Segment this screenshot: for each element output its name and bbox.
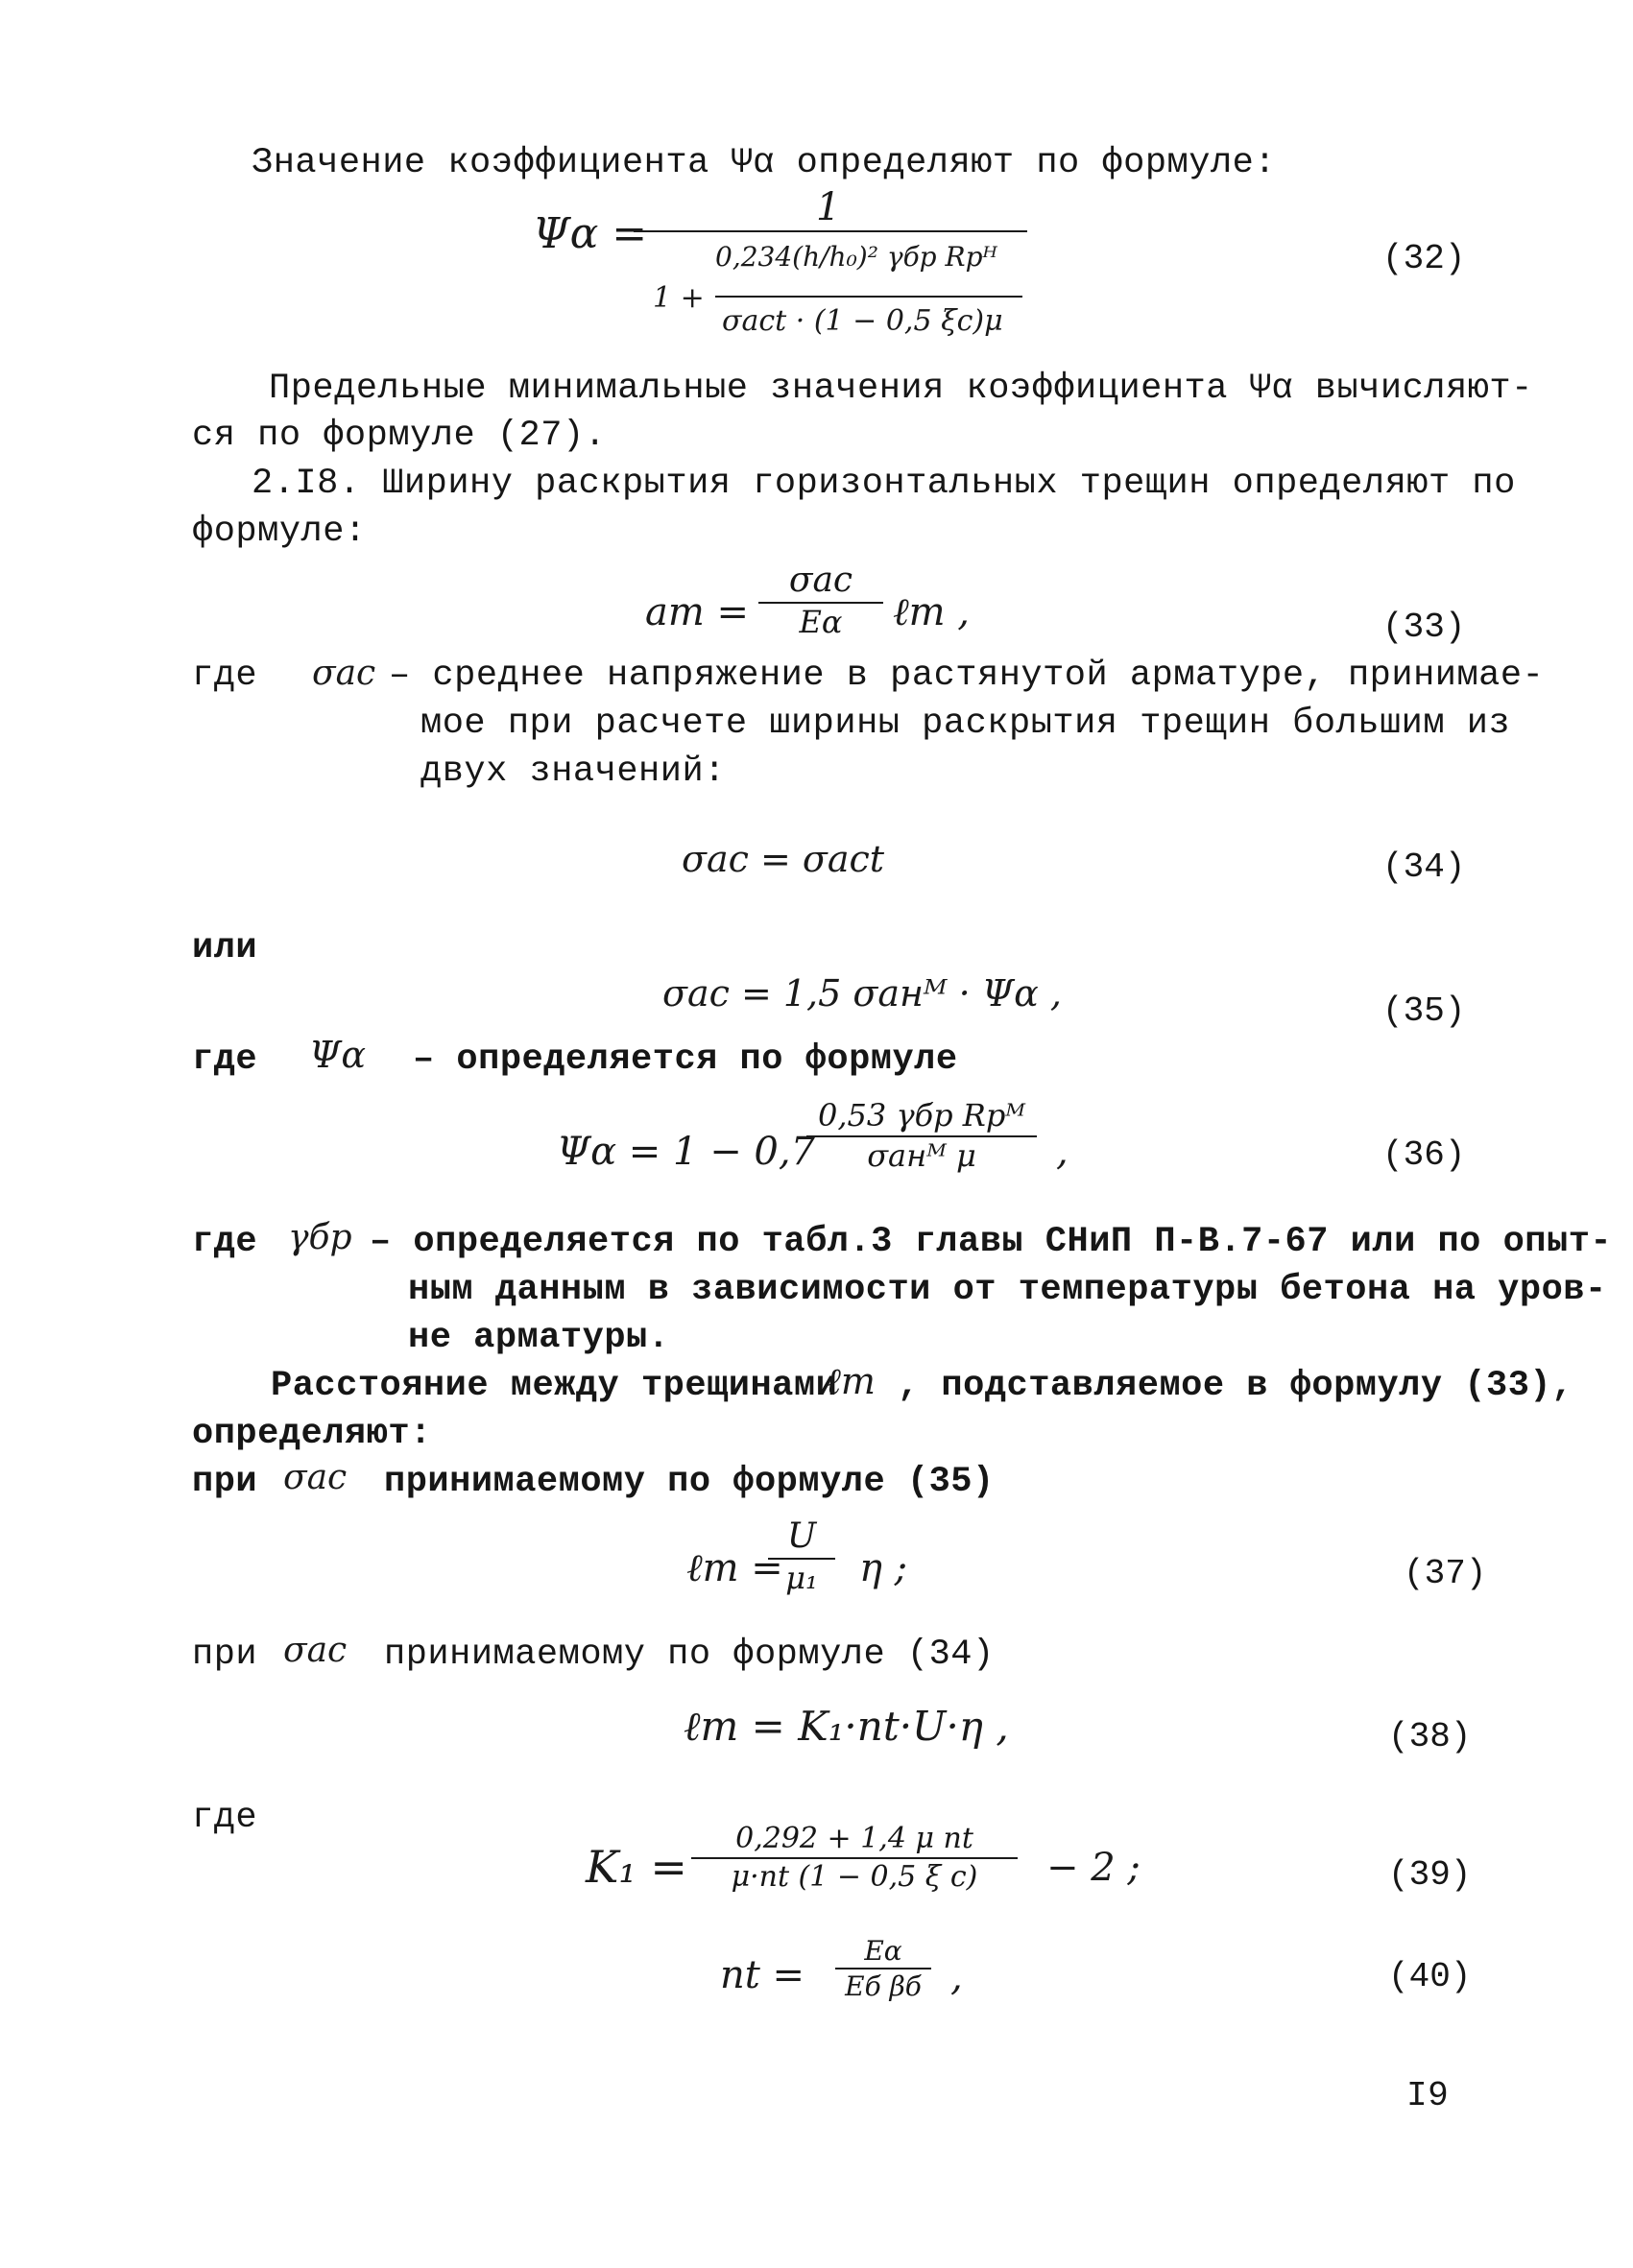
formula-39-lhs: K₁ = xyxy=(586,1841,687,1893)
text-line: , подставляемое в формулу (33), xyxy=(898,1366,1573,1406)
formula-40-tail: , xyxy=(950,1955,963,1999)
equation-number: (37) xyxy=(1404,1554,1487,1593)
equation-number: (40) xyxy=(1388,1957,1472,1996)
formula-36-lhs: Ψα = 1 − 0,7 xyxy=(557,1130,816,1174)
symbol: σac xyxy=(283,1631,348,1670)
symbol: σac xyxy=(312,654,376,693)
formula-37-numerator: U xyxy=(786,1516,817,1556)
formula-36-fraction xyxy=(806,1097,1037,1174)
text-line: принимаемому по формуле (34) xyxy=(384,1635,995,1675)
equation-number: (33) xyxy=(1382,608,1466,647)
text-line: ным данным в зависимости от температуры бетона на уров- xyxy=(408,1270,1607,1310)
fraction-bar xyxy=(691,1857,1018,1859)
text-line: принимаемому по формуле (35) xyxy=(384,1462,995,1502)
formula-33-tail: ℓт , xyxy=(893,590,971,634)
formula-40-numerator: Eα xyxy=(864,1935,902,1967)
text-line: формуле: xyxy=(192,512,367,552)
text-line: – определяется по табл.3 главы СНиП П-В.7-67 или по опыт- xyxy=(370,1222,1613,1262)
formula-32-one-plus: 1 + xyxy=(653,281,705,315)
formula-36-tail: , xyxy=(1056,1130,1069,1174)
equation-number: (32) xyxy=(1382,239,1466,278)
text-line: Расстояние между трещинами xyxy=(271,1366,838,1406)
formula-36-denominator: σанᴹ μ xyxy=(867,1136,976,1174)
formula-38: ℓт = K₁·nt·U·η , xyxy=(684,1703,1009,1750)
text-line: ся по формуле (27). xyxy=(192,416,607,456)
text-line: при xyxy=(192,1635,258,1675)
text-line: где xyxy=(192,1039,258,1080)
equation-number: (35) xyxy=(1382,991,1466,1031)
formula-33-denominator: Eα xyxy=(799,603,843,640)
equation-number: (36) xyxy=(1382,1135,1466,1175)
text-line: двух значений: xyxy=(420,752,726,792)
formula-37-tail: η ; xyxy=(859,1546,908,1590)
text-line: где xyxy=(192,656,258,696)
formula-35: σac = 1,5 σанᴹ · Ψα , xyxy=(662,972,1062,1015)
fraction-bar xyxy=(835,1968,931,1970)
formula-34: σac = σact xyxy=(682,838,885,880)
text-line: мое при расчете ширины раскрытия трещин большим из xyxy=(420,704,1511,744)
equation-number: (39) xyxy=(1388,1855,1472,1895)
formula-32-numerator: 1 xyxy=(816,185,841,229)
formula-37-denominator: μ₁ xyxy=(785,1559,818,1596)
text-line: где xyxy=(192,1798,258,1838)
formula-39-numerator: 0,292 + 1,4 μ nt xyxy=(735,1822,973,1855)
formula-39-denominator: μ·nt (1 − 0,5 ξ c) xyxy=(731,1859,978,1894)
text-line: определяют: xyxy=(192,1414,432,1454)
text-line: Предельные минимальные значения коэффициента Ψα вычисляют- xyxy=(269,369,1533,409)
formula-39-tail: − 2 ; xyxy=(1046,1846,1141,1890)
formula-32-inner-numerator: 0,234(h/h₀)² γбр Rрᴴ xyxy=(715,241,997,273)
fraction-bar xyxy=(715,296,1022,298)
text-line: – определяется по формуле xyxy=(413,1039,958,1080)
text-line: где xyxy=(192,1222,258,1262)
fraction-bar xyxy=(634,230,1027,232)
formula-37-fraction xyxy=(768,1518,835,1594)
page-number: I9 xyxy=(1406,2076,1450,2115)
formula-40-fraction xyxy=(835,1937,931,2001)
text-line: Значение коэффициента Ψα определяют по формуле: xyxy=(252,143,1277,183)
formula-32-inner-denominator: σact · (1 − 0,5 ξc)μ xyxy=(722,304,1003,338)
formula-33-numerator: σac xyxy=(788,561,853,600)
symbol: γбр xyxy=(288,1218,352,1257)
text-line: или xyxy=(192,928,258,968)
symbol: Ψα xyxy=(309,1034,366,1076)
equation-number: (38) xyxy=(1388,1717,1472,1756)
formula-33-fraction xyxy=(758,562,883,638)
symbol: ℓт xyxy=(826,1360,876,1402)
formula-40-denominator: Eб βб xyxy=(845,1970,922,2003)
formula-39-fraction xyxy=(691,1824,1018,1892)
symbol: σac xyxy=(283,1458,348,1497)
formula-40-lhs: nt = xyxy=(720,1953,805,1997)
formula-32-lhs: Ψα = xyxy=(533,209,648,258)
text-line: при xyxy=(192,1462,258,1502)
text-line: – среднее напряжение в растянутой арматуре, принимае- xyxy=(389,656,1545,696)
formula-36-numerator: 0,53 γбр Rрᴹ xyxy=(818,1097,1025,1134)
formula-33-lhs: aт = xyxy=(645,590,750,634)
equation-number: (34) xyxy=(1382,848,1466,887)
text-line: 2.I8. Ширину раскрытия горизонтальных трещин определяют по xyxy=(252,464,1516,504)
formula-37-lhs: ℓт = xyxy=(686,1546,783,1590)
text-line: не арматуры. xyxy=(408,1318,670,1358)
